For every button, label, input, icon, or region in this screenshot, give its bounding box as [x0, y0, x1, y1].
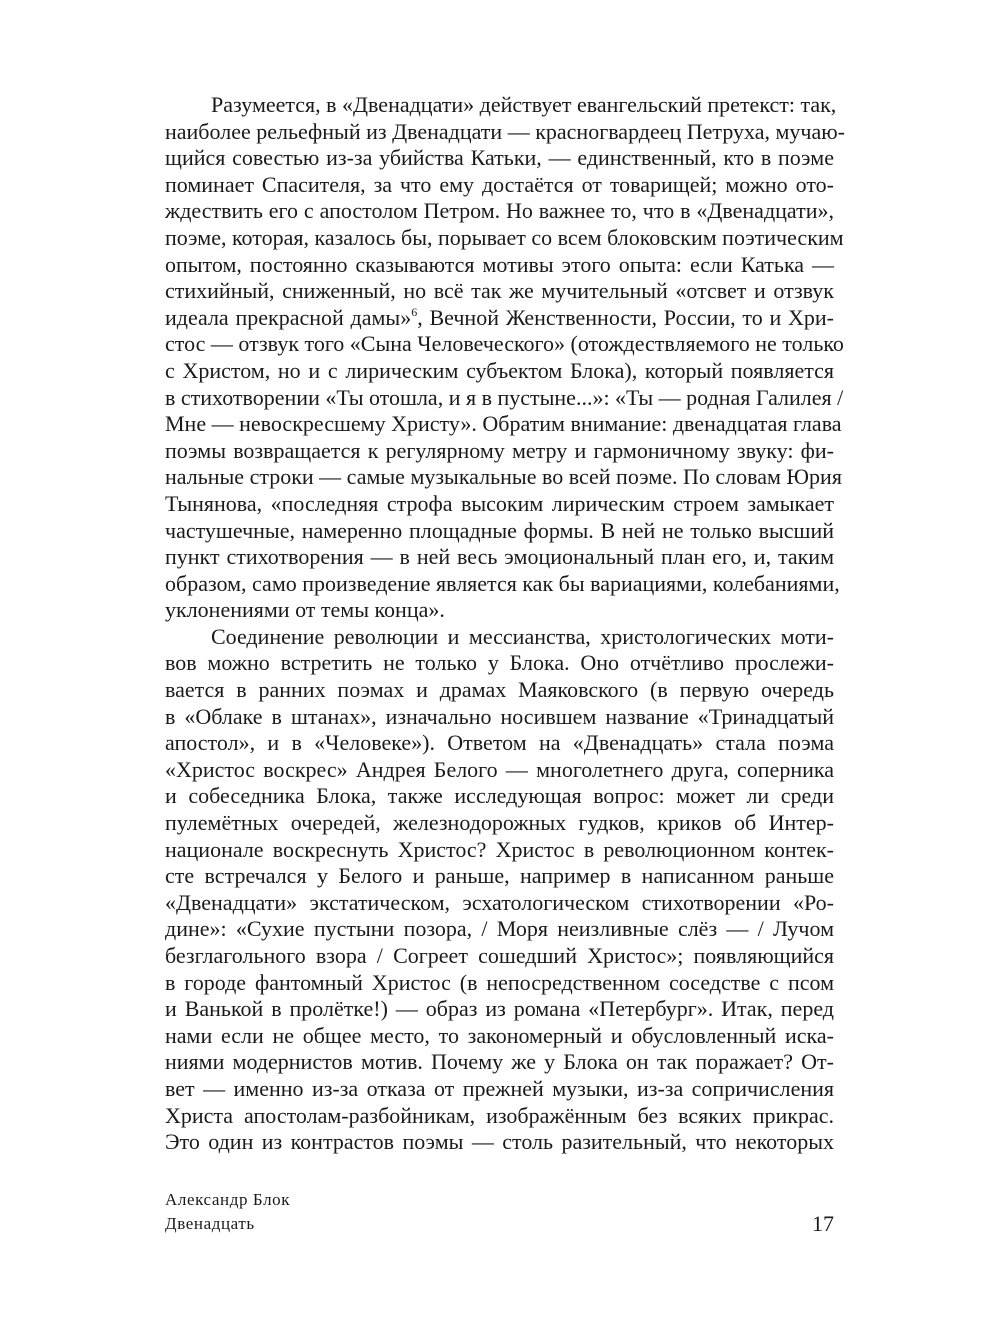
text-line: Это один из контрастов поэмы — столь разительный, что некоторых [165, 1129, 834, 1155]
text-line: в стихотворении «Ты отошла, и я в пустыне...»: «Ты — родная Галилея / [165, 384, 844, 410]
text-line: стос — отзвук того «Сына Человеческого» (отождествляемого не только [165, 331, 844, 357]
text-fragment: идеала прекрасной дамы» [165, 304, 412, 330]
text-line: «Двенадцати» экстатическом, эсхатологическом стихотворении «Ро- [165, 889, 834, 915]
page-footer [165, 1189, 834, 1239]
text-line: национале воскреснуть Христос? Христос в революционном контек- [165, 836, 834, 862]
text-line: в городе фантомный Христос (в непосредственном соседстве с псом [165, 969, 834, 995]
text-line: уклонениями от темы конца». [165, 597, 445, 623]
text-line: сте встречался у Белого и раньше, например в написанном раньше [165, 863, 834, 889]
text-line: поминает Спасителя, за что ему достаётся от товарищей; можно ото- [165, 171, 834, 197]
text-line: вается в ранних поэмах и драмах Маяковского (в первую очередь [165, 677, 834, 703]
page-number: 17 [812, 1211, 834, 1236]
text-line: ждествить его с апостолом Петром. Но важнее то, что в «Двенадцати», [165, 198, 834, 224]
text-line: «Христос воскрес» Андрея Белого — многолетнего друга, соперника [165, 756, 834, 782]
text-line: и Ванькой в пролётке!) — образ из романа «Петербург». Итак, перед [165, 996, 834, 1022]
text-line: ниями модернистов мотив. Почему же у Блока он так поражает? От- [165, 1049, 834, 1075]
text-line: стихийный, сниженный, но всё так же мучительный «отсвет и отзвук [165, 278, 834, 304]
text-line: пункт стихотворения — в ней весь эмоциональный план его, и, таким [165, 544, 834, 570]
text-line: Соединение революции и мессианства, христологических моти- [211, 623, 834, 649]
text-line: образом, само произведение является как бы вариациями, колебаниями, [165, 570, 840, 596]
text-line: поэмы возвращается к регулярному метру и гармоничному звуку: фи- [165, 437, 834, 463]
text-fragment: , Вечной Женственности, России, то и Хри- [417, 304, 834, 330]
text-line: частушечные, намеренно площадные формы. В ней не только высший [165, 517, 834, 543]
text-line: вет — именно из-за отказа от прежней музыки, из-за сопричисления [165, 1075, 834, 1101]
body-text [165, 92, 846, 1156]
running-head-author: Александр Блок [165, 1190, 291, 1209]
text-line: нами если не общее место, то закономерный и обусловленный иска- [165, 1022, 834, 1048]
text-line: безглагольного взора / Согреет сошедший Христос»; появляющийся [165, 943, 834, 968]
text-line: дине»: «Сухие пустыни позора, / Моря неизливные слёз — / Лучом [165, 916, 834, 942]
text-line: нальные строки — самые музыкальные во всей поэме. По словам Юрия [165, 464, 842, 490]
text-line: в «Облаке в штанах», изначально носившем название «Тринадцатый [165, 703, 834, 729]
text-line: опытом, постоянно сказываются мотивы этого опыта: если Катька — [165, 251, 834, 277]
text-line: с Христом, но и с лирическим субъектом Блока), который появляется [165, 357, 834, 383]
text-line-with-footnote [165, 305, 834, 332]
text-line: вов можно встретить не только у Блока. Оно отчётливо прослежи- [165, 650, 834, 676]
text-line: пулемётных очередей, железнодорожных гудков, криков об Интер- [165, 810, 834, 836]
text-line: Мне — невоскресшему Христу». Обратим внимание: двенадцатая глава [165, 411, 842, 437]
text-line: Тынянова, «последняя строфа высоким лирическим строем замыкает [165, 490, 834, 516]
footnote-marker[interactable]: 6 [411, 304, 418, 319]
text-line: поэме, которая, казалось бы, порывает со всем блоковским поэтическим [165, 224, 844, 250]
text-line: Христа апостолам-разбойникам, изображённым без всяких прикрас. [165, 1102, 834, 1128]
running-head-title: Двенадцать [165, 1214, 255, 1233]
text-line: Разумеется, в «Двенадцати» действует евангельский претекст: так, [211, 92, 837, 117]
text-line: наиболее рельефный из Двенадцати — красногвардеец Петруха, мучаю- [165, 118, 846, 144]
text-line: щийся совестью из-за убийства Катьки, — единственный, кто в поэме [165, 145, 834, 171]
text-line: апостол», и в «Человеке»). Ответом на «Двенадцать» стала поэма [165, 730, 834, 756]
text-line: и собеседника Блока, также исследующая вопрос: может ли среди [165, 783, 834, 809]
